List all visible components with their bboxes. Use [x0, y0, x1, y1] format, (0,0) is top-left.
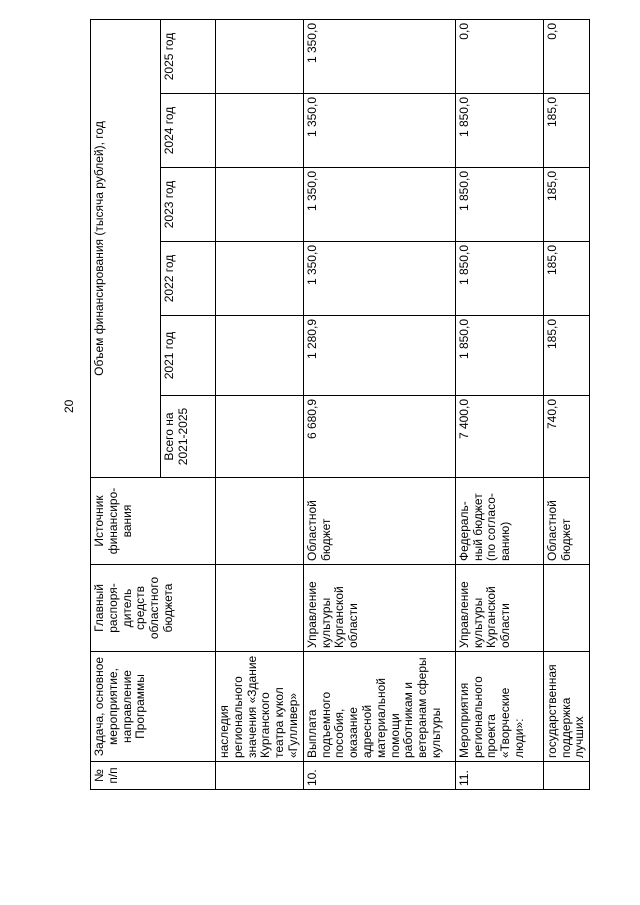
header-task: Задача, основное мероприятие, направление Программы — [91, 652, 216, 762]
cell-num — [216, 762, 304, 790]
cell-value: 185,0 — [543, 94, 589, 168]
cell-value: 1 850,0 — [455, 94, 543, 168]
cell-value — [216, 94, 304, 168]
rotated-table-container — [90, 20, 587, 790]
cell-manager — [216, 565, 304, 652]
header-volume: Объем финансирования (тысяча рублей), год — [91, 20, 161, 478]
cell-value: 0,0 — [543, 20, 589, 94]
header-year-2021: 2021 год — [161, 316, 216, 396]
cell-value: 1 350,0 — [303, 94, 455, 168]
cell-value: 185,0 — [543, 168, 589, 242]
cell-value — [216, 316, 304, 396]
financing-table — [90, 19, 590, 790]
cell-value: 1 850,0 — [455, 316, 543, 396]
cell-value — [216, 242, 304, 316]
cell-num — [543, 762, 589, 790]
header-year-2025: 2025 год — [161, 20, 216, 94]
table-row — [543, 20, 589, 790]
header-manager: Главный распоря-дитель средств областного бюджета — [91, 565, 216, 652]
cell-task: Выплата подъемного пособия, оказание адресной материальной помощи работникам и ветеранам сферы культуры — [303, 652, 455, 762]
cell-manager: Управление культуры Курганской области — [455, 565, 543, 652]
page-number: 20 — [62, 399, 76, 413]
cell-manager: Управление культуры Курганской области — [303, 565, 455, 652]
header-year-total: Всего на 2021-2025 — [161, 396, 216, 478]
cell-value: 1 350,0 — [303, 20, 455, 94]
cell-num: 10. — [303, 762, 455, 790]
header-num: № п/п — [91, 762, 216, 790]
table-row — [303, 20, 455, 790]
cell-source: Федераль-ный бюджет (по согласо-ванию) — [455, 478, 543, 565]
cell-source — [216, 478, 304, 565]
cell-manager — [543, 565, 589, 652]
header-year-2024: 2024 год — [161, 94, 216, 168]
cell-value: 0,0 — [455, 20, 543, 94]
cell-value — [216, 20, 304, 94]
cell-value — [216, 168, 304, 242]
cell-value: 1 350,0 — [303, 242, 455, 316]
table-row — [455, 20, 543, 790]
cell-source: Областной бюджет — [303, 478, 455, 565]
table-row — [216, 20, 304, 790]
cell-value: 1 850,0 — [455, 168, 543, 242]
header-year-2023: 2023 год — [161, 168, 216, 242]
cell-source: Областной бюджет — [543, 478, 589, 565]
cell-value: 740,0 — [543, 396, 589, 478]
header-year-2022: 2022 год — [161, 242, 216, 316]
cell-value: 7 400,0 — [455, 396, 543, 478]
cell-value: 1 280,9 — [303, 316, 455, 396]
cell-task: государственная поддержка лучших — [543, 652, 589, 762]
cell-value — [216, 396, 304, 478]
cell-value: 185,0 — [543, 242, 589, 316]
cell-task: Мероприятия регионального проекта «Творческие люди»: — [455, 652, 543, 762]
cell-value: 185,0 — [543, 316, 589, 396]
cell-value: 1 350,0 — [303, 168, 455, 242]
cell-task: наследия регионального значения «Здание Курганского театра кукол «Гулливер» — [216, 652, 304, 762]
header-source: Источник финансиро-вания — [91, 478, 216, 565]
cell-value: 1 850,0 — [455, 242, 543, 316]
cell-num: 11. — [455, 762, 543, 790]
cell-value: 6 680,9 — [303, 396, 455, 478]
